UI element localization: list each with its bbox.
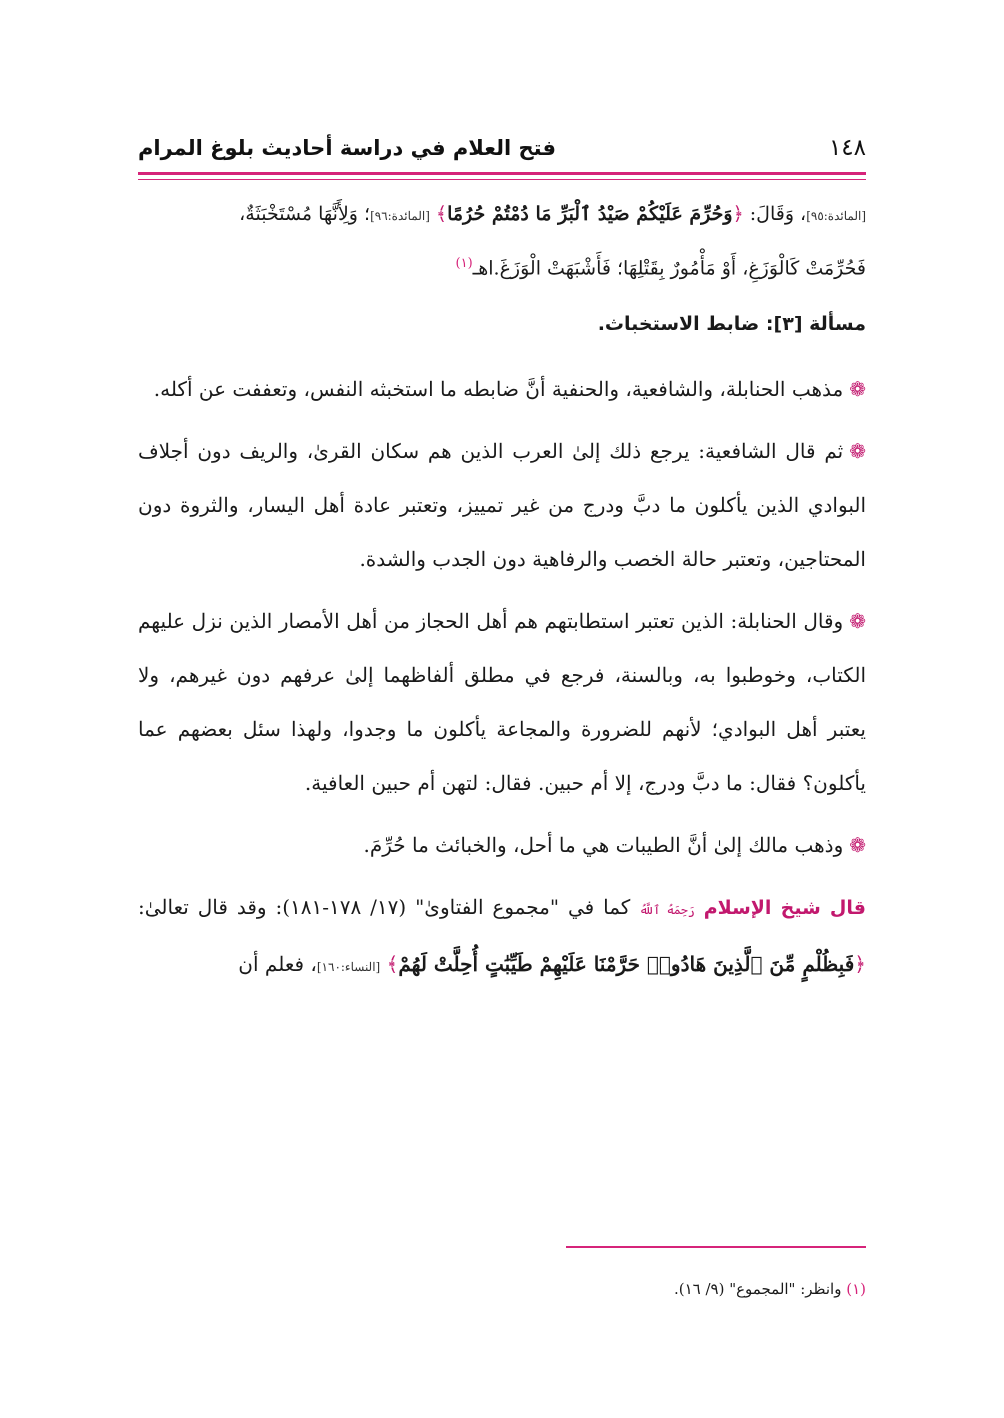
top-continuation-line1	[138, 190, 866, 240]
page-body	[138, 190, 866, 1002]
quran-verse: فَبِظُلْمٍ مِّنَ ٱلَّذِينَ هَادُوا۟ حَرَّمْنَا عَلَيْهِمْ طَيِّبَٰتٍ أُحِلَّتْ لَهُمْ	[398, 952, 855, 977]
honorific: رَحِمَهُ ٱللَّهُ	[639, 903, 695, 918]
quran-verse: وَحُرِّمَ عَلَيْكُمْ صَيْدُ ٱلْبَرِّ مَا دُمْتُمْ حُرُمًا	[447, 203, 733, 225]
quote-speaker: قال شيخ الإسلام	[703, 897, 866, 920]
paragraph	[138, 424, 866, 586]
quran-brace-open: ﴿	[732, 203, 744, 225]
page-header	[138, 128, 866, 168]
paragraph-text: ثم قال الشافعية: يرجع ذلك إلىٰ العرب الذين هم سكان القرىٰ، والريف دون أجلاف البوادي الذين يأكلون ما دبَّ ودرج من غير تمييز، وتعتبر عادة أهل اليسار، والثروة دون المحتاجين، وتعتبر حالة الخصب والرفاهية دون الجدب والشدة.	[138, 439, 866, 572]
issue-heading	[138, 304, 866, 344]
quran-brace-close: ﴾	[435, 203, 448, 225]
flower-bullet-icon: ❁	[849, 439, 866, 464]
text-fragment: ، وَقَالَ:	[743, 203, 807, 225]
page-number: ١٤٨	[828, 135, 866, 161]
quran-brace-open: ﴿	[854, 952, 866, 977]
footnote-separator	[566, 1246, 866, 1248]
footnote-text: وانظر: "المجموع" (٩/ ١٦).	[673, 1280, 847, 1298]
flower-bullet-icon: ❁	[849, 609, 866, 634]
footnote-number: (١)	[846, 1280, 866, 1298]
text-fragment: ؛ وَلِأَنَّهَا مُسْتَخْبَثَةٌ،	[239, 203, 371, 225]
book-title: فتح العلام في دراسة أحاديث بلوغ المرام	[138, 136, 556, 160]
quote-paragraph	[138, 880, 866, 994]
text-fragment: ، فعلم أن	[238, 952, 317, 977]
top-continuation-line2	[138, 240, 866, 292]
paragraph	[138, 362, 866, 416]
verse-reference: [المائدة:٩٥]	[806, 209, 866, 223]
verse-reference: [المائدة:٩٦]	[370, 209, 430, 223]
paragraph-text: مذهب الحنابلة، والشافعية، والحنفية أنَّ ضابطه ما استخبثه النفس، وتعففت عن أكله.	[153, 377, 844, 402]
paragraph	[138, 594, 866, 810]
flower-bullet-icon: ❁	[849, 377, 866, 402]
issue-label: مسألة [٣]:	[765, 313, 866, 336]
text-fragment: فَحُرِّمَتْ كَالْوَزَغِ، أَوْ مَأْمُورٌ بِقَتْلِهَا؛ فَأَشْبَهَتْ الْوَزَغَ.اهـ	[472, 257, 866, 280]
text-fragment: كما في "مجموع الفتاوىٰ" (١٧/ ١٧٨-١٨١): وقد قال تعالىٰ:	[138, 895, 640, 920]
footnote	[138, 1275, 866, 1303]
verse-reference: [النساء:١٦٠]	[316, 960, 381, 975]
flower-bullet-icon: ❁	[849, 833, 866, 858]
paragraph-text: وقال الحنابلة: الذين تعتبر استطابتهم هم أهل الحجاز من أهل الأمصار الذين نزل عليهم الكتاب، وخوطبوا به، وبالسنة، فرجع في مطلق ألفاظهما إلىٰ عرفهم دون غيرهم، ولا يعتبر أهل البوادي؛ لأنهم للضرورة والمجاعة يأكلون ما وجدوا، ولهذا سئل بعضهم عما يأكلون؟ فقال: ما دبَّ ودرج، إلا أم حبين. فقال: لتهن أم حبين العافية.	[138, 609, 866, 796]
footnote-marker: (١)	[455, 256, 473, 271]
header-rule-thin	[138, 179, 866, 180]
issue-title: ضابط الاستخباث.	[597, 313, 760, 336]
paragraph	[138, 818, 866, 872]
paragraph-text: وذهب مالك إلىٰ أنَّ الطيبات هي ما أحل، والخبائث ما حُرِّمَ.	[363, 833, 844, 858]
header-rule-thick	[138, 172, 866, 175]
quran-brace-close: ﴾	[386, 952, 399, 977]
